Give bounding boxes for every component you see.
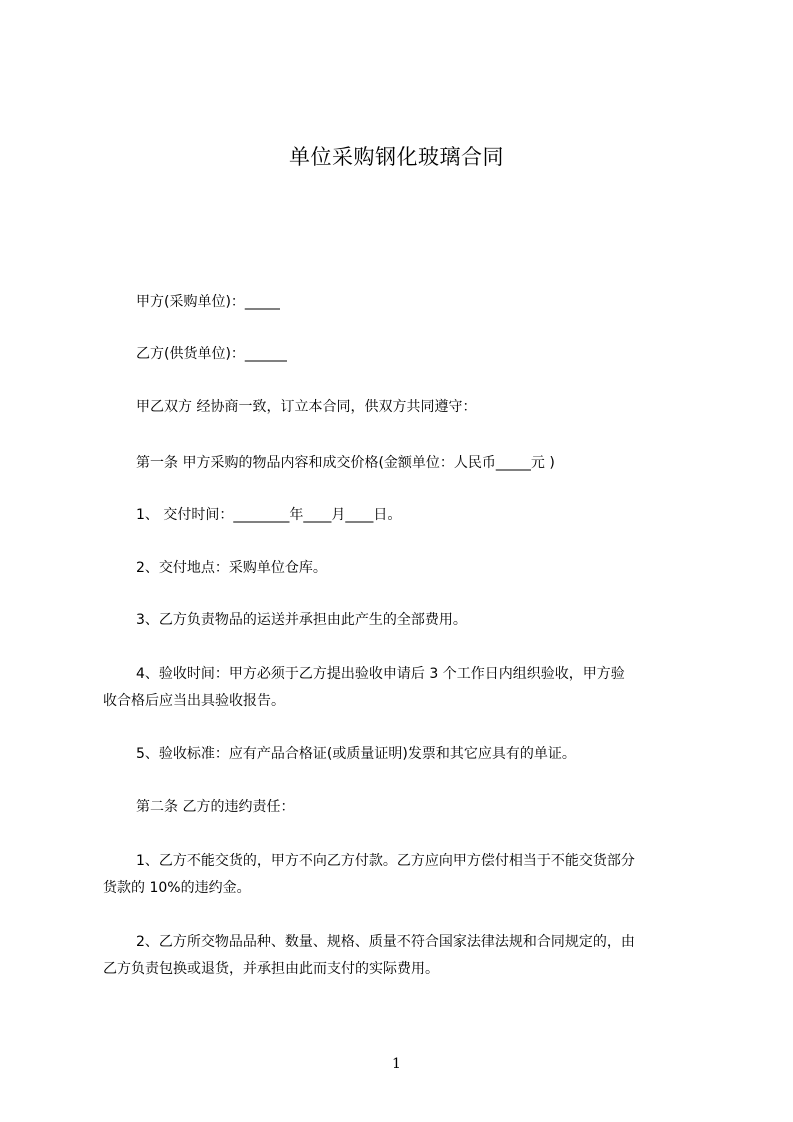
document-title: 单位采购钢化玻璃合同 — [289, 145, 504, 169]
agreement-intro: 甲乙双方 经协商一致，订立本合同，供双方共同遵守： — [136, 399, 477, 415]
breach-clause-1-line2: 货款的 10%的违约金。 — [103, 880, 251, 896]
clause-inspection-standard: 5、验收标准：应有产品合格证(或质量证明)发票和其它应具有的单证。 — [136, 746, 576, 762]
breach-clause-2 — [103, 929, 706, 983]
breach-clause-1-line1: 1、乙方不能交货的，甲方不向乙方付款。乙方应向甲方偿付相当于不能交货部分 — [136, 853, 635, 869]
clause-transport: 3、乙方负责物品的运送并承担由此产生的全部费用。 — [136, 612, 467, 628]
clause-inspection-time-line2: 收合格后应当出具验收报告。 — [103, 693, 285, 709]
page-number: 1 — [392, 1056, 401, 1072]
article-one-heading: 第一条 甲方采购的物品内容和成交价格(金额单位：人民币_____元 ) — [136, 455, 555, 471]
breach-clause-1 — [103, 848, 706, 902]
party-b-line: 乙方(供货单位)：______ — [136, 346, 287, 362]
clause-delivery-time: 1、 交付时间：________年____月____日。 — [136, 507, 402, 523]
party-a-line: 甲方(采购单位)：_____ — [136, 294, 280, 310]
clause-delivery-place: 2、交付地点：采购单位仓库。 — [136, 560, 327, 576]
clause-inspection-time-line1: 4、验收时间：甲方必须于乙方提出验收申请后 3 个工作日内组织验收，甲方验 — [136, 666, 625, 682]
breach-clause-2-line2: 乙方负责包换或退货，并承担由此而支付的实际费用。 — [103, 961, 439, 977]
breach-clause-2-line1: 2、乙方所交物品品种、数量、规格、质量不符合国家法律法规和合同规定的，由 — [136, 934, 635, 950]
clause-inspection-time — [103, 661, 706, 715]
article-two-heading: 第二条 乙方的违约责任： — [136, 799, 295, 815]
